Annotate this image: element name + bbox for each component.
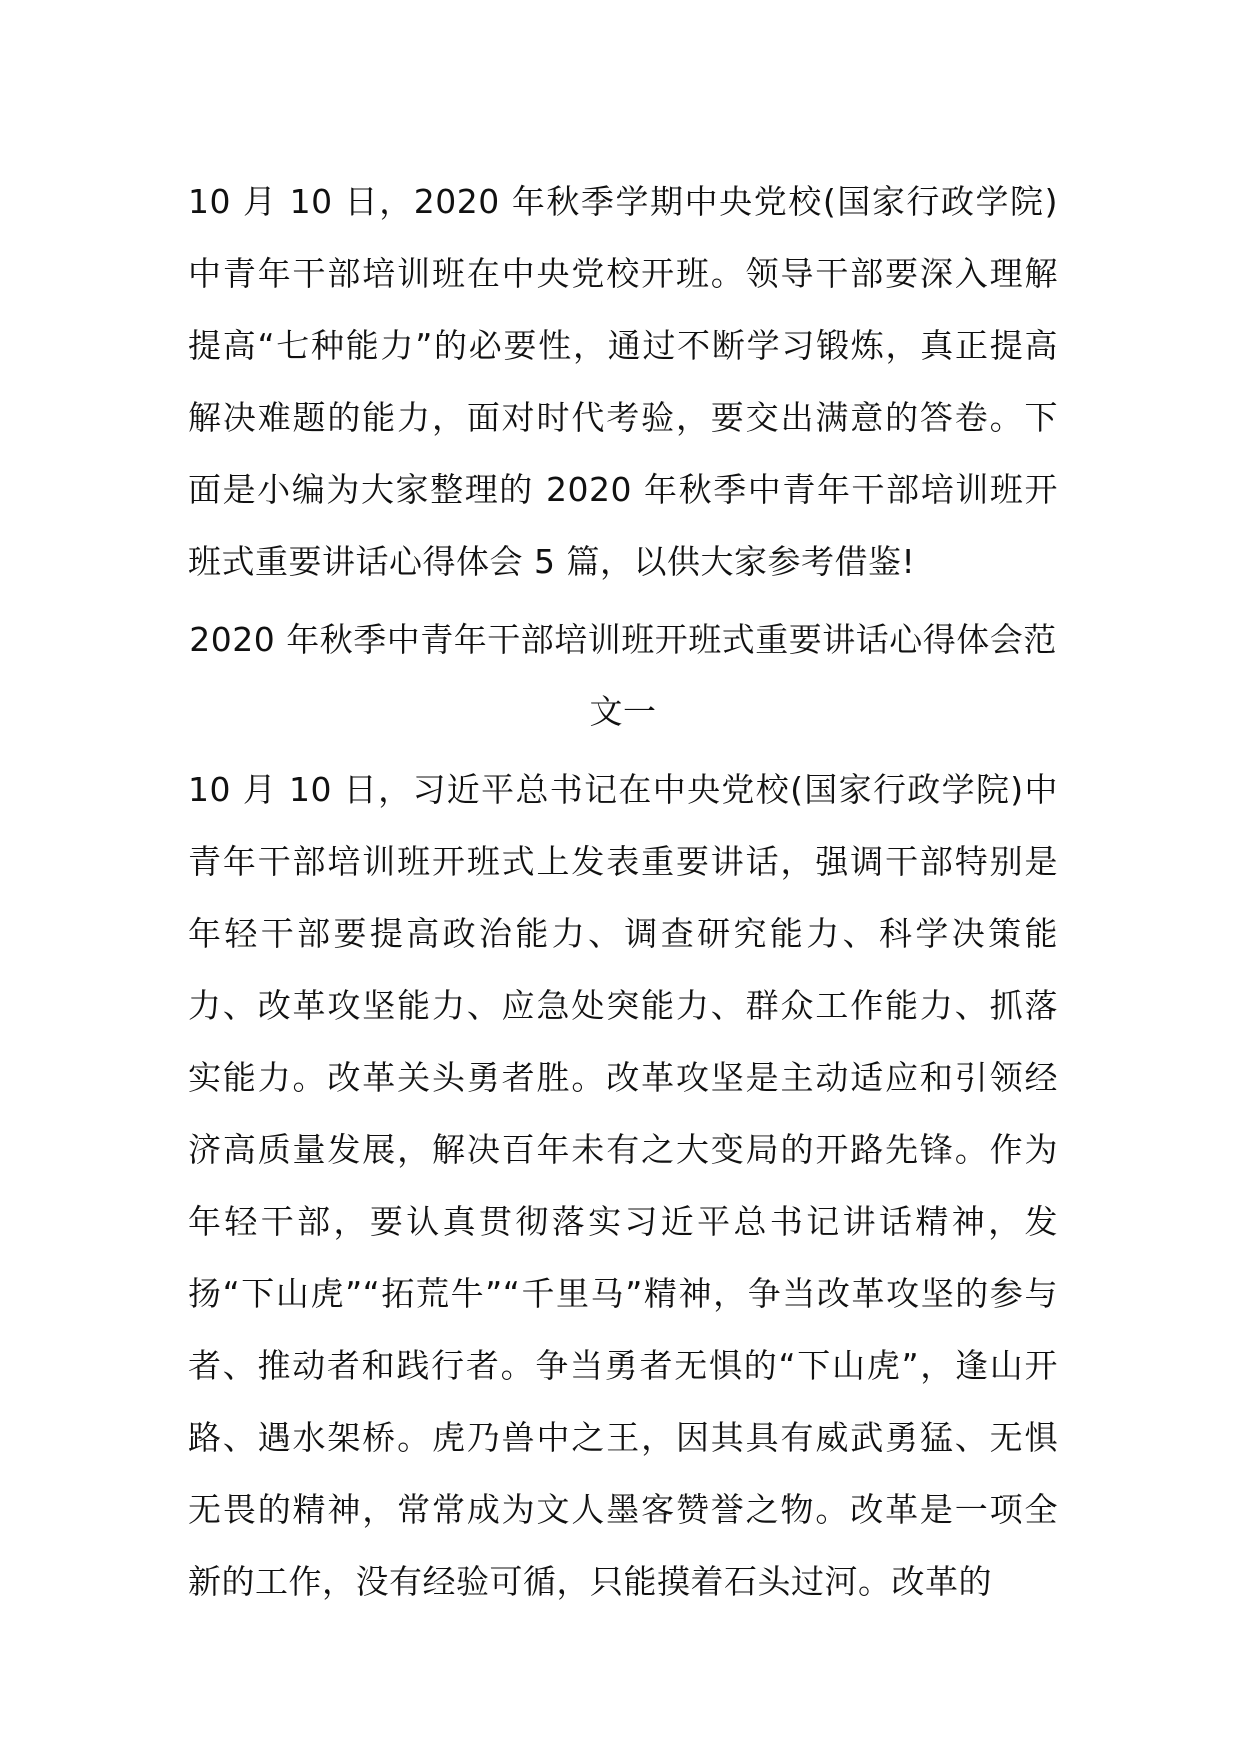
body-paragraph: 10 月 10 日，习近平总书记在中央党校(国家行政学院)中青年干部培训班开班式上发表重要讲话，强调干部特别是年轻干部要提高政治能力、调查研究能力、科学决策能力、改革攻坚能力、应急处突能力、群众工作能力、抓落实能力。改革关头勇者胜。改革攻坚是主动适应和引领经济高质量发展，解决百年未有之大变局的开路先锋。作为年轻干部，要认真贯彻落实习近平总书记讲话精神，发扬“下山虎”“拓荒牛”“千里马”精神，争当改革攻坚的参与者、推动者和践行者。争当勇者无惧的“下山虎”，逢山开路、遇水架桥。虎乃兽中之王，因其具有威武勇猛、无惧无畏的精神，常常成为文人墨客赞誉之物。改革是一项全新的工作，没有经验可循，只能摸着石头过河。改革的 [188,770,1058,1601]
intro-paragraph: 10 月 10 日，2020 年秋季学期中央党校(国家行政学院)中青年干部培训班在中央党校开班。领导干部要深入理解提高“七种能力”的必要性，通过不断学习锻炼，真正提高解决难题的能力，面对时代考验，要交出满意的答卷。下面是小编为大家整理的 2020 年秋季中青年干部培训班开班式重要讲话心得体会 5 篇，以供大家参考借鉴! [188,182,1058,581]
document-content [188,166,1058,1618]
section-heading: 2020 年秋季中青年干部培训班开班式重要讲话心得体会范文一 [189,620,1057,731]
